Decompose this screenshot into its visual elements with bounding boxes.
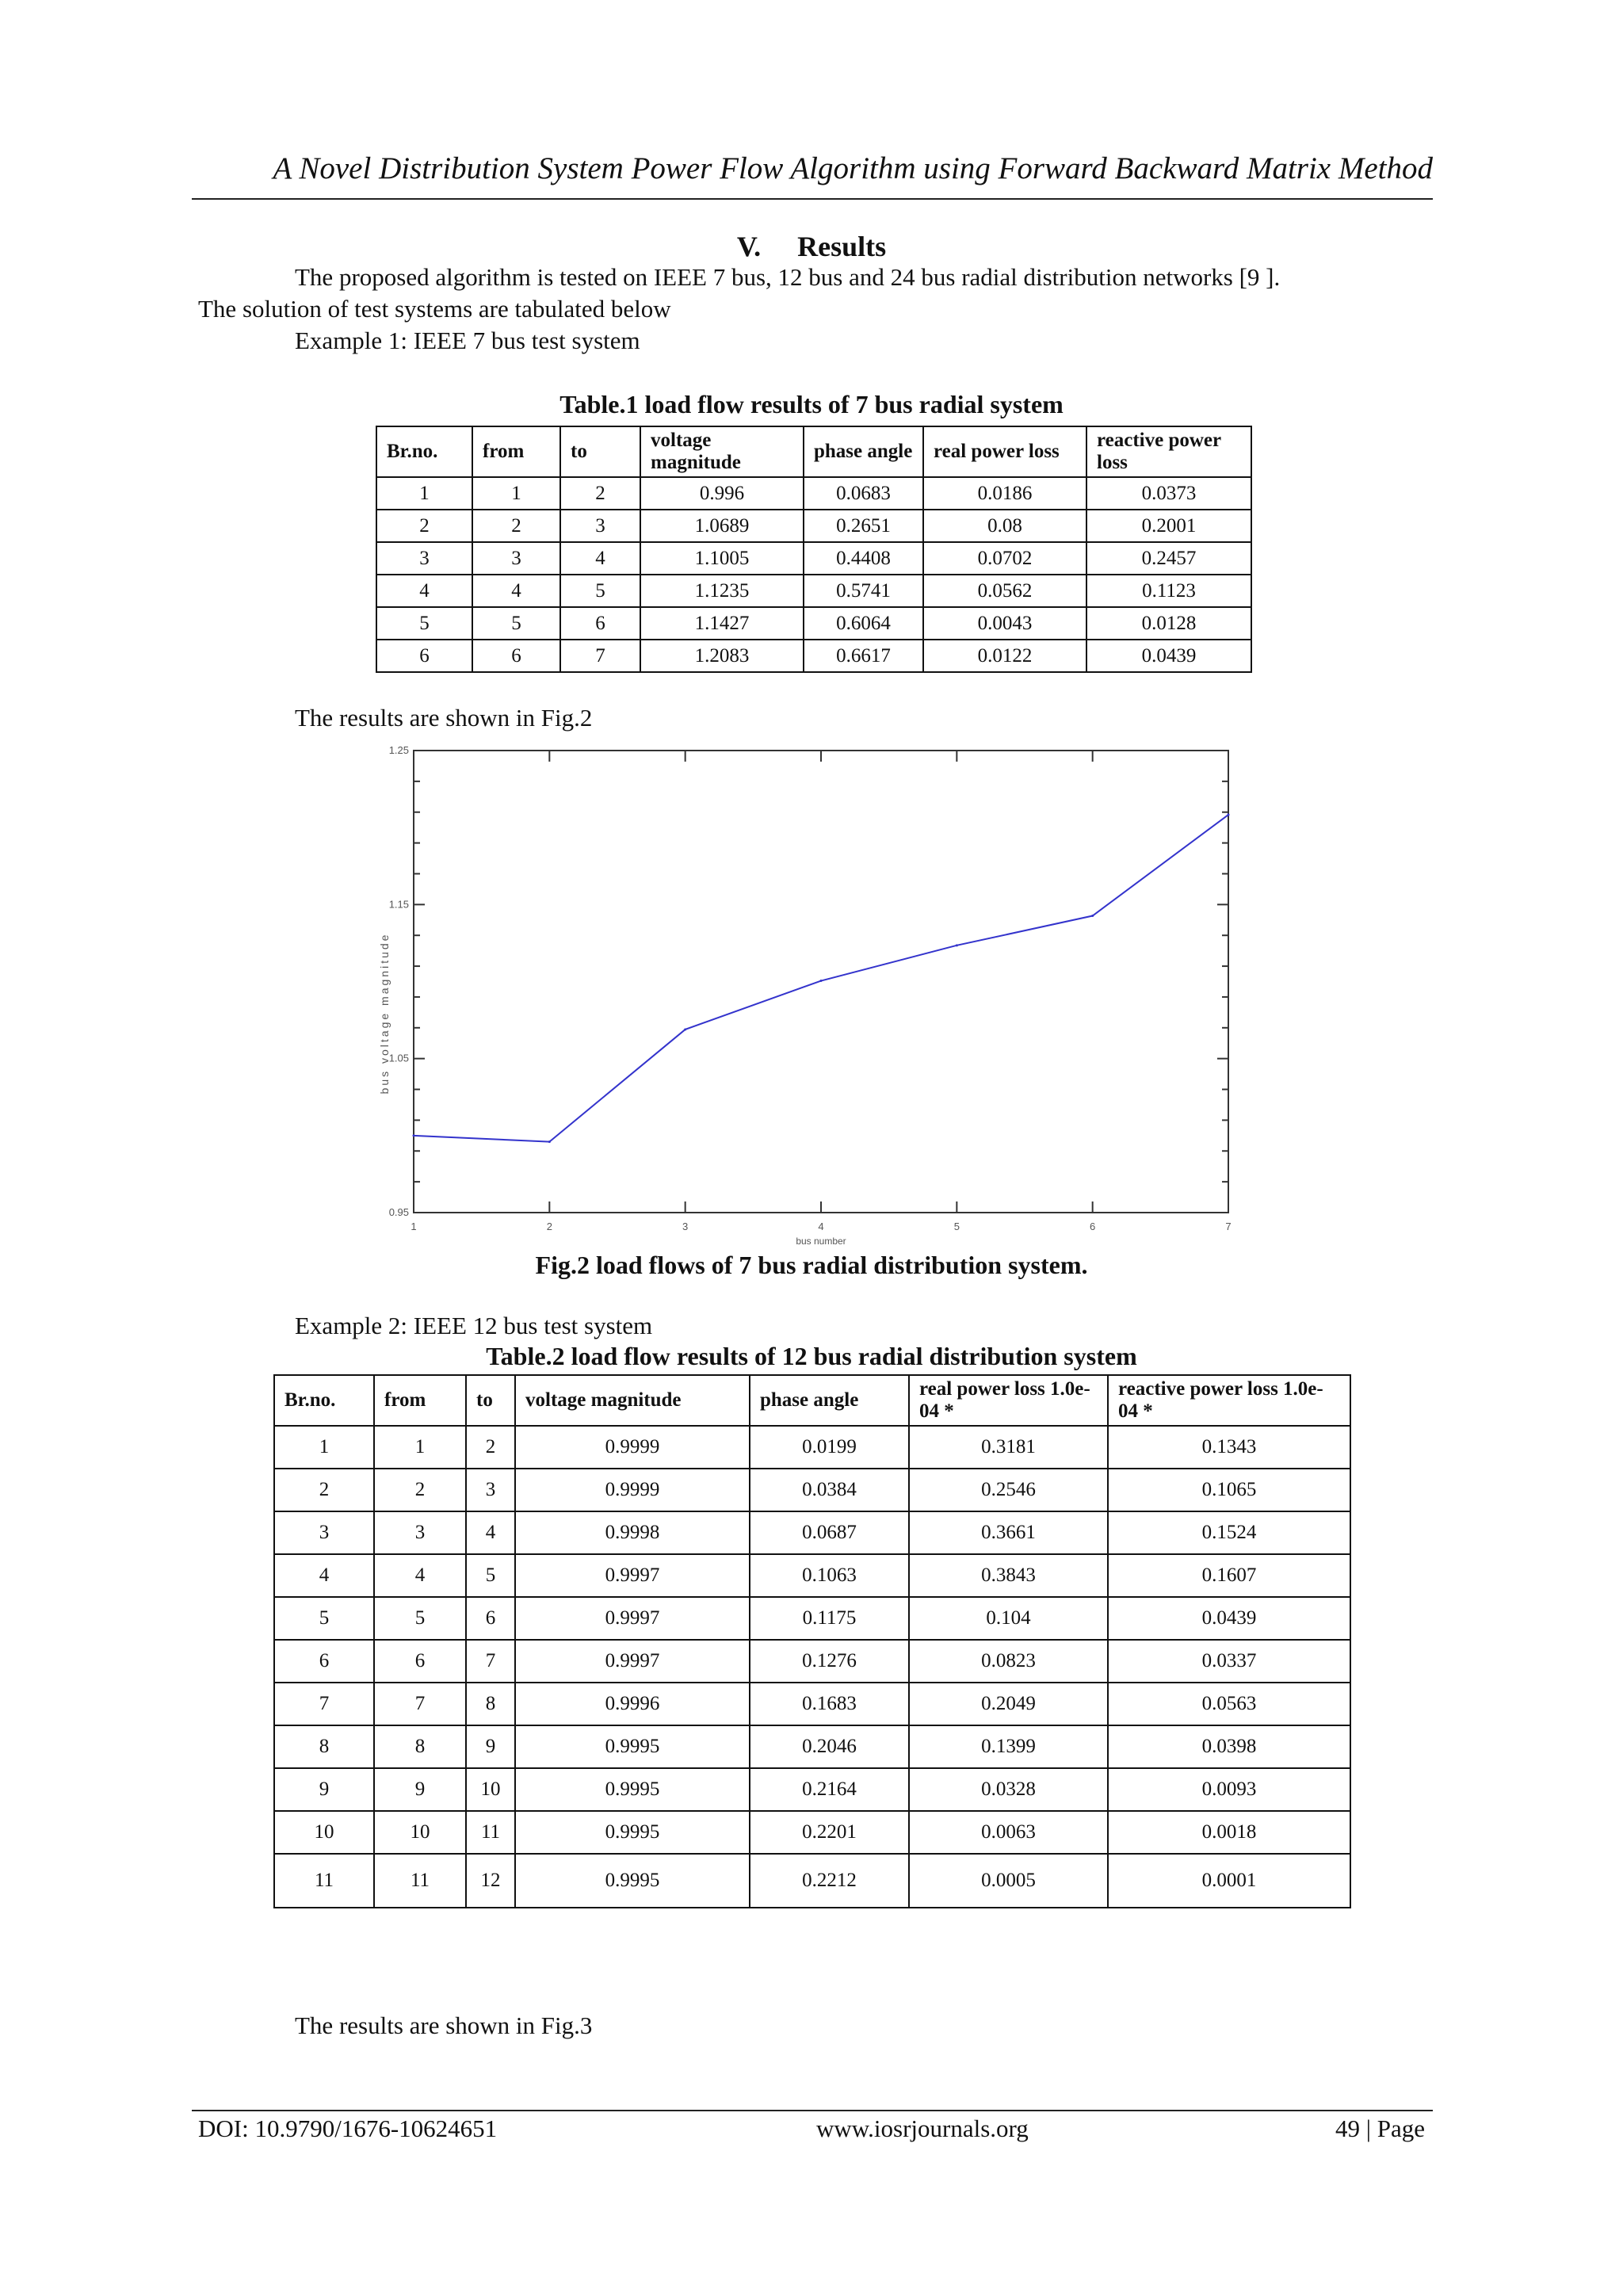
- table-cell: 2: [374, 1469, 466, 1511]
- table-row: [376, 575, 1251, 607]
- table-cell: 0.0199: [750, 1426, 909, 1469]
- table-cell: 6: [560, 607, 640, 640]
- table-cell: 0.08: [923, 510, 1086, 542]
- table-2: [273, 1374, 1351, 1908]
- table-cell: 0.2201: [750, 1811, 909, 1854]
- table-cell: 1.2083: [640, 640, 804, 672]
- table-cell: 0.0063: [909, 1811, 1108, 1854]
- x-tick-label: 2: [546, 1221, 552, 1232]
- table-cell: 4: [472, 575, 560, 607]
- table-cell: 0.3181: [909, 1426, 1108, 1469]
- table-cell: 0.0328: [909, 1768, 1108, 1811]
- table-cell: 0.3843: [909, 1554, 1108, 1597]
- table-cell: 0.0337: [1108, 1640, 1350, 1683]
- table-cell: 0.2546: [909, 1469, 1108, 1511]
- table-cell: 0.0398: [1108, 1725, 1350, 1768]
- column-header: real power loss 1.0e-04 *: [909, 1375, 1108, 1426]
- table-cell: 0.2212: [750, 1854, 909, 1908]
- section-number: V.: [736, 231, 762, 262]
- table-cell: 12: [466, 1854, 515, 1908]
- table-cell: 0.1123: [1086, 575, 1251, 607]
- table-cell: 3: [560, 510, 640, 542]
- table-cell: 0.104: [909, 1597, 1108, 1640]
- table-row: [376, 640, 1251, 672]
- table-cell: 4: [274, 1554, 374, 1597]
- table-cell: 0.0683: [804, 477, 923, 510]
- column-header: phase angle: [750, 1375, 909, 1426]
- table-cell: 0.9995: [515, 1811, 750, 1854]
- table-cell: 4: [560, 542, 640, 575]
- table-cell: 1: [274, 1426, 374, 1469]
- table-cell: 11: [466, 1811, 515, 1854]
- table-cell: 6: [374, 1640, 466, 1683]
- table-cell: 0.9997: [515, 1554, 750, 1597]
- table-cell: 0.0005: [909, 1854, 1108, 1908]
- table-cell: 0.9995: [515, 1725, 750, 1768]
- table-cell: 0.0563: [1108, 1683, 1350, 1725]
- table-cell: 0.9995: [515, 1768, 750, 1811]
- table-cell: 10: [374, 1811, 466, 1854]
- column-header: from: [472, 426, 560, 477]
- table-cell: 0.2046: [750, 1725, 909, 1768]
- table-cell: 0.1343: [1108, 1426, 1350, 1469]
- table-cell: 3: [466, 1469, 515, 1511]
- column-header: real power loss: [923, 426, 1086, 477]
- table-cell: 0.996: [640, 477, 804, 510]
- page-header: [192, 151, 1433, 200]
- table-cell: 9: [274, 1768, 374, 1811]
- table-row: [274, 1811, 1350, 1854]
- intro-line-1: The proposed algorithm is tested on IEEE 7 bus, 12 bus and 24 bus radial distribution networks [9 ].: [295, 263, 1281, 291]
- data-point: [684, 1028, 686, 1030]
- table-cell: 0.9999: [515, 1469, 750, 1511]
- table-cell: 0.0093: [1108, 1768, 1350, 1811]
- table-row: [274, 1683, 1350, 1725]
- x-tick-label: 4: [818, 1221, 824, 1232]
- voltage-line-chart: [365, 741, 1252, 1248]
- table-cell: 7: [374, 1683, 466, 1725]
- table-cell: 0.2049: [909, 1683, 1108, 1725]
- data-point: [548, 1140, 551, 1143]
- table-cell: 0.0687: [750, 1511, 909, 1554]
- table-cell: 5: [472, 607, 560, 640]
- table-cell: 0.2164: [750, 1768, 909, 1811]
- table-cell: 5: [274, 1597, 374, 1640]
- table-cell: 1.1235: [640, 575, 804, 607]
- table-header-row: [274, 1375, 1350, 1426]
- x-tick-label: 3: [682, 1221, 689, 1232]
- table-header-row: [376, 426, 1251, 477]
- fig3-reference: The results are shown in Fig.3: [295, 2011, 593, 2039]
- column-header: from: [374, 1375, 466, 1426]
- table-cell: 2: [376, 510, 472, 542]
- section-heading: [0, 230, 1623, 263]
- table-cell: 9: [374, 1768, 466, 1811]
- footer-page: 49 | Page: [1335, 2115, 1425, 2142]
- table-cell: 4: [376, 575, 472, 607]
- table-cell: 6: [274, 1640, 374, 1683]
- footer-site: www.iosrjournals.org: [816, 2115, 1029, 2142]
- table-cell: 0.0439: [1086, 640, 1251, 672]
- table-cell: 0.0562: [923, 575, 1086, 607]
- table-cell: 7: [560, 640, 640, 672]
- intro-line-2: The solution of test systems are tabulated below: [198, 295, 671, 323]
- table-cell: 0.1175: [750, 1597, 909, 1640]
- table-cell: 10: [466, 1768, 515, 1811]
- table-cell: 0.0043: [923, 607, 1086, 640]
- column-header: phase angle: [804, 426, 923, 477]
- table-cell: 2: [274, 1469, 374, 1511]
- x-tick-label: 5: [953, 1221, 960, 1232]
- table-cell: 0.6064: [804, 607, 923, 640]
- table-cell: 8: [274, 1725, 374, 1768]
- x-axis-label: bus number: [796, 1236, 846, 1247]
- table-cell: 0.5741: [804, 575, 923, 607]
- table-cell: 0.1683: [750, 1683, 909, 1725]
- table-cell: 0.1399: [909, 1725, 1108, 1768]
- table-cell: 3: [472, 542, 560, 575]
- x-tick-label: 1: [411, 1221, 417, 1232]
- column-header: Br.no.: [376, 426, 472, 477]
- column-header: to: [466, 1375, 515, 1426]
- table-cell: 0.1063: [750, 1554, 909, 1597]
- table-cell: 1: [472, 477, 560, 510]
- table-cell: 4: [466, 1511, 515, 1554]
- table-cell: 5: [560, 575, 640, 607]
- table-1: [376, 426, 1252, 673]
- table-cell: 5: [466, 1554, 515, 1597]
- table-cell: 6: [472, 640, 560, 672]
- table-cell: 1: [376, 477, 472, 510]
- column-header: to: [560, 426, 640, 477]
- table-cell: 3: [374, 1511, 466, 1554]
- table-cell: 7: [274, 1683, 374, 1725]
- table-cell: 6: [466, 1597, 515, 1640]
- column-header: voltage magnitude: [515, 1375, 750, 1426]
- table-cell: 11: [274, 1854, 374, 1908]
- table-row: [274, 1640, 1350, 1683]
- data-point: [1091, 915, 1094, 917]
- series-line: [414, 815, 1228, 1142]
- table-cell: 8: [374, 1725, 466, 1768]
- fig2-reference: The results are shown in Fig.2: [295, 704, 593, 732]
- y-tick-label: 1.05: [388, 1052, 409, 1064]
- table-cell: 0.0384: [750, 1469, 909, 1511]
- table-row: [274, 1768, 1350, 1811]
- data-point: [820, 980, 823, 982]
- table-cell: 6: [376, 640, 472, 672]
- column-header: voltage magnitude: [640, 426, 804, 477]
- table-cell: 1.1427: [640, 607, 804, 640]
- table-cell: 0.9996: [515, 1683, 750, 1725]
- table-cell: 0.0186: [923, 477, 1086, 510]
- table-cell: 0.0439: [1108, 1597, 1350, 1640]
- table-2-caption: Table.2 load flow results of 12 bus radial distribution system: [486, 1342, 1137, 1370]
- table-cell: 2: [472, 510, 560, 542]
- table-cell: 0.1065: [1108, 1469, 1350, 1511]
- table-cell: 0.9997: [515, 1640, 750, 1683]
- table-cell: 0.1276: [750, 1640, 909, 1683]
- table-row: [376, 542, 1251, 575]
- table-cell: 0.2001: [1086, 510, 1251, 542]
- table-cell: 0.0018: [1108, 1811, 1350, 1854]
- y-tick-label: 1.15: [388, 898, 409, 911]
- y-tick-label: 0.95: [388, 1206, 409, 1218]
- table-cell: 0.2457: [1086, 542, 1251, 575]
- table-cell: 0.0128: [1086, 607, 1251, 640]
- table-cell: 8: [466, 1683, 515, 1725]
- table-cell: 10: [274, 1811, 374, 1854]
- table-cell: 1.0689: [640, 510, 804, 542]
- table-cell: 0.2651: [804, 510, 923, 542]
- table-cell: 0.3661: [909, 1511, 1108, 1554]
- header-title: A Novel Distribution System Power Flow Algorithm using Forward Backward Matrix Method: [273, 151, 1433, 185]
- example-1-label: Example 1: IEEE 7 bus test system: [295, 327, 640, 354]
- x-tick-label: 6: [1090, 1221, 1096, 1232]
- table-cell: 2: [466, 1426, 515, 1469]
- table-cell: 0.0373: [1086, 477, 1251, 510]
- table-cell: 0.1607: [1108, 1554, 1350, 1597]
- column-header: reactive power loss 1.0e-04 *: [1108, 1375, 1350, 1426]
- table-row: [376, 510, 1251, 542]
- table-cell: 3: [376, 542, 472, 575]
- section-title: Results: [797, 231, 887, 262]
- x-tick-label: 7: [1225, 1221, 1232, 1232]
- table-row: [376, 477, 1251, 510]
- table-cell: 0.9999: [515, 1426, 750, 1469]
- table-row: [274, 1469, 1350, 1511]
- data-point: [413, 1134, 415, 1137]
- table-cell: 0.0122: [923, 640, 1086, 672]
- table-cell: 3: [274, 1511, 374, 1554]
- table-row: [274, 1725, 1350, 1768]
- table-cell: 0.4408: [804, 542, 923, 575]
- table-cell: 0.6617: [804, 640, 923, 672]
- table-cell: 0.9998: [515, 1511, 750, 1554]
- y-tick-label: 1.25: [388, 744, 409, 756]
- example-2-label: Example 2: IEEE 12 bus test system: [295, 1312, 653, 1339]
- column-header: reactive power loss: [1086, 426, 1251, 477]
- table-row: [274, 1854, 1350, 1908]
- table-cell: 0.9997: [515, 1597, 750, 1640]
- table-cell: 2: [560, 477, 640, 510]
- table-cell: 11: [374, 1854, 466, 1908]
- table-cell: 1: [374, 1426, 466, 1469]
- table-cell: 9: [466, 1725, 515, 1768]
- table-cell: 4: [374, 1554, 466, 1597]
- table-cell: 0.0702: [923, 542, 1086, 575]
- data-point: [1228, 814, 1230, 816]
- y-axis-label: bus voltage magnitude: [378, 932, 391, 1095]
- table-row: [274, 1554, 1350, 1597]
- footer-doi: DOI: 10.9790/1676-10624651: [198, 2115, 498, 2142]
- table-cell: 5: [374, 1597, 466, 1640]
- table-1-caption: Table.1 load flow results of 7 bus radial system: [559, 390, 1064, 418]
- table-row: [274, 1511, 1350, 1554]
- table-cell: 0.9995: [515, 1854, 750, 1908]
- column-header: Br.no.: [274, 1375, 374, 1426]
- table-cell: 0.1524: [1108, 1511, 1350, 1554]
- figure-2-caption: Fig.2 load flows of 7 bus radial distribution system.: [535, 1251, 1088, 1279]
- table-row: [376, 607, 1251, 640]
- footer-divider: [192, 2110, 1433, 2111]
- table-row: [274, 1426, 1350, 1469]
- table-cell: 0.0001: [1108, 1854, 1350, 1908]
- table-row: [274, 1597, 1350, 1640]
- data-point: [956, 944, 958, 946]
- table-cell: 1.1005: [640, 542, 804, 575]
- table-cell: 5: [376, 607, 472, 640]
- table-cell: 7: [466, 1640, 515, 1683]
- table-cell: 0.0823: [909, 1640, 1108, 1683]
